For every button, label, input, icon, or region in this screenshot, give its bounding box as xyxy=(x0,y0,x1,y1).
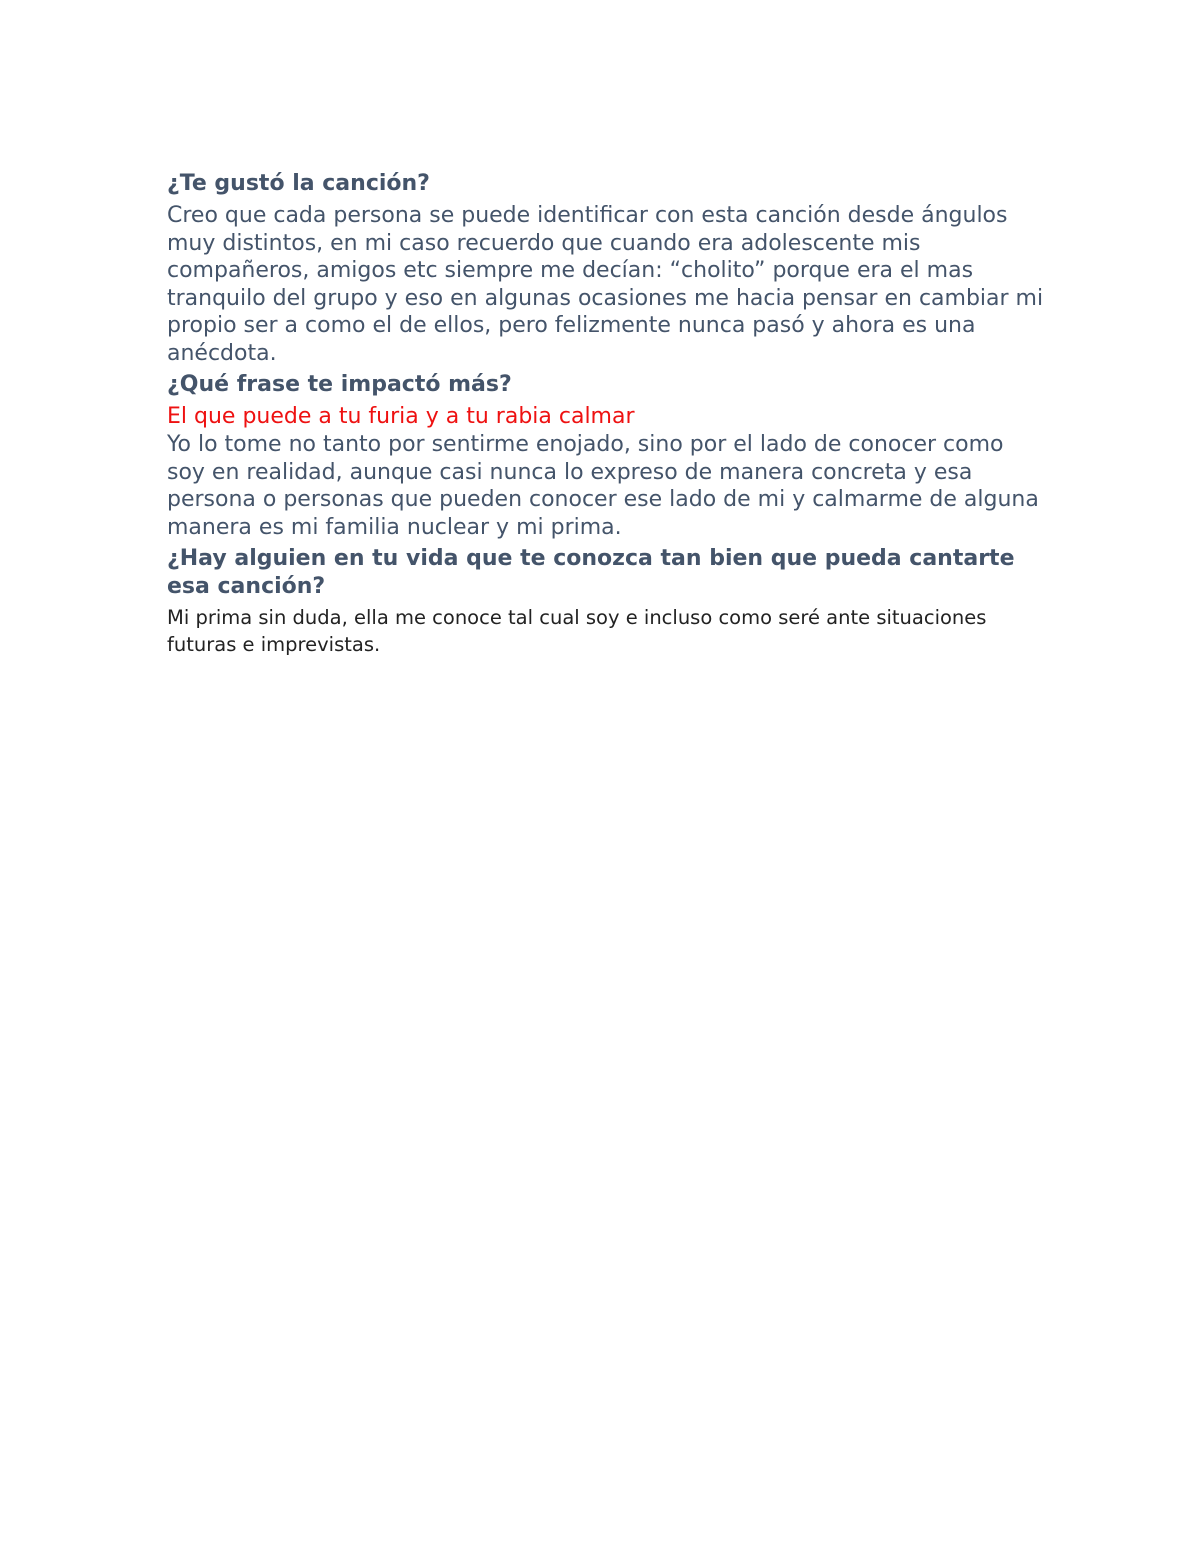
song-quote: El que puede a tu furia y a tu rabia calmar xyxy=(167,404,635,429)
answer-paragraph-3: Mi prima sin duda, ella me conoce tal cual soy e incluso como seré ante situaciones futuras e imprevistas. xyxy=(167,606,987,656)
question-heading-3: ¿Hay alguien en tu vida que te conozca tan bien que pueda cantarte esa canción? xyxy=(167,546,1015,599)
answer-paragraph-2: Yo lo tome no tanto por sentirme enojado, sino por el lado de conocer como soy en realidad, aunque casi nunca lo expreso de manera concreta y esa persona o personas que pueden conocer ese lado de mi y calmarme de alguna manera es mi familia nuclear y mi prima. xyxy=(167,432,1039,540)
document-page xyxy=(167,170,1047,658)
answer-paragraph-1: Creo que cada persona se puede identificar con esta canción desde ángulos muy distintos, en mi caso recuerdo que cuando era adolescente mis compañeros, amigos etc siempre me decían: “cholito” porque era el mas tranquilo del grupo y eso en algunas ocasiones me hacia pensar en cambiar mi propio ser a como el de ellos, pero felizmente nunca pasó y ahora es una anécdota. xyxy=(167,203,1044,366)
question-heading-1: ¿Te gustó la canción? xyxy=(167,171,430,196)
question-heading-2: ¿Qué frase te impactó más? xyxy=(167,372,512,397)
